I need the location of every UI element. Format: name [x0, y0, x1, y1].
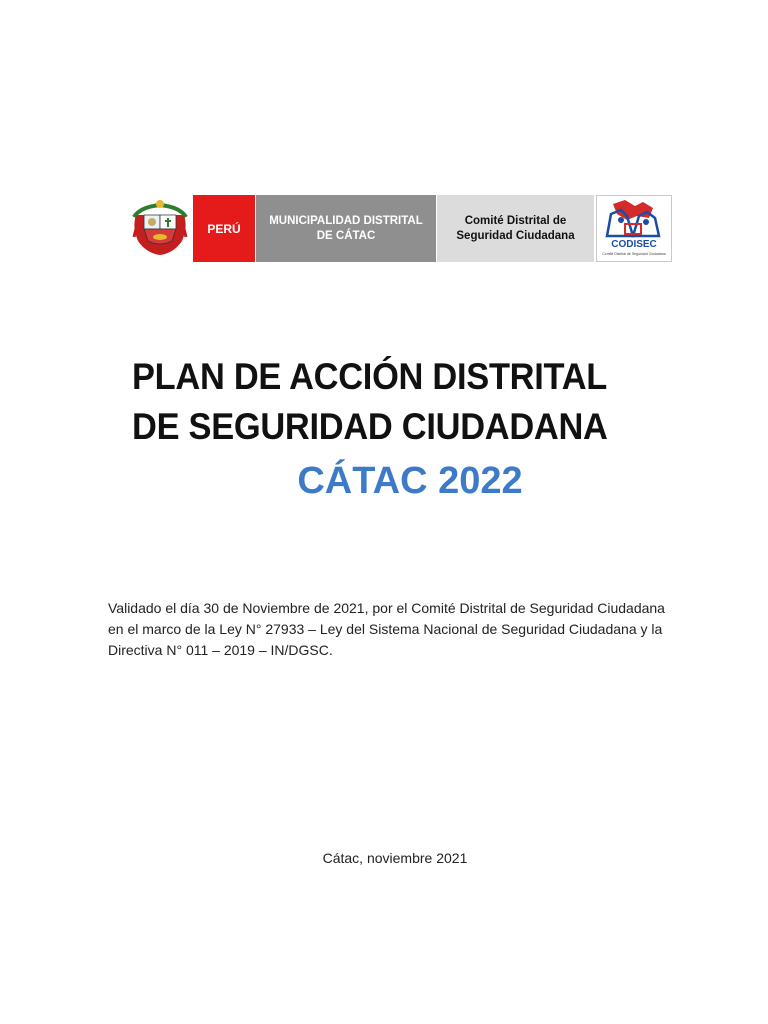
codisec-logo-subtext: Comité Distrital de Seguridad Ciudadana — [602, 252, 666, 256]
document-title-line1: PLAN DE ACCIÓN DISTRITAL — [132, 356, 608, 397]
committee-box — [437, 195, 594, 262]
peru-label: PERÚ — [207, 221, 241, 236]
document-title-line2: DE SEGURIDAD CIUDADANA — [132, 406, 608, 447]
municipality-box — [256, 195, 436, 262]
coat-of-arms-icon — [130, 197, 190, 257]
codisec-logo-text: CODISEC — [611, 239, 657, 250]
peru-label-box — [193, 195, 255, 262]
document-title-year: CÁTAC 2022 — [297, 460, 523, 502]
codisec-logo — [596, 195, 672, 262]
municipality-name-line2: DE CÁTAC — [316, 229, 376, 242]
place-date: Cátac, noviembre 2021 — [322, 850, 468, 866]
municipality-name-line1: MUNICIPALIDAD DISTRITAL — [269, 214, 423, 227]
header-banner — [130, 193, 672, 263]
validation-paragraph: Validado el día 30 de Noviembre de 2021, por el Comité Distrital de Seguridad Ciudadana en el marco de la Ley N° 27933 – Ley del Sistema Nacional de Seguridad Ciudadana y la Directiva N° 011 – 2019 – IN/DGSC. — [108, 600, 665, 658]
committee-name-line1: Comité Distrital de — [464, 214, 567, 227]
codisec-emblem-icon — [597, 196, 671, 240]
committee-name-line2: Seguridad Ciudadana — [456, 229, 575, 242]
